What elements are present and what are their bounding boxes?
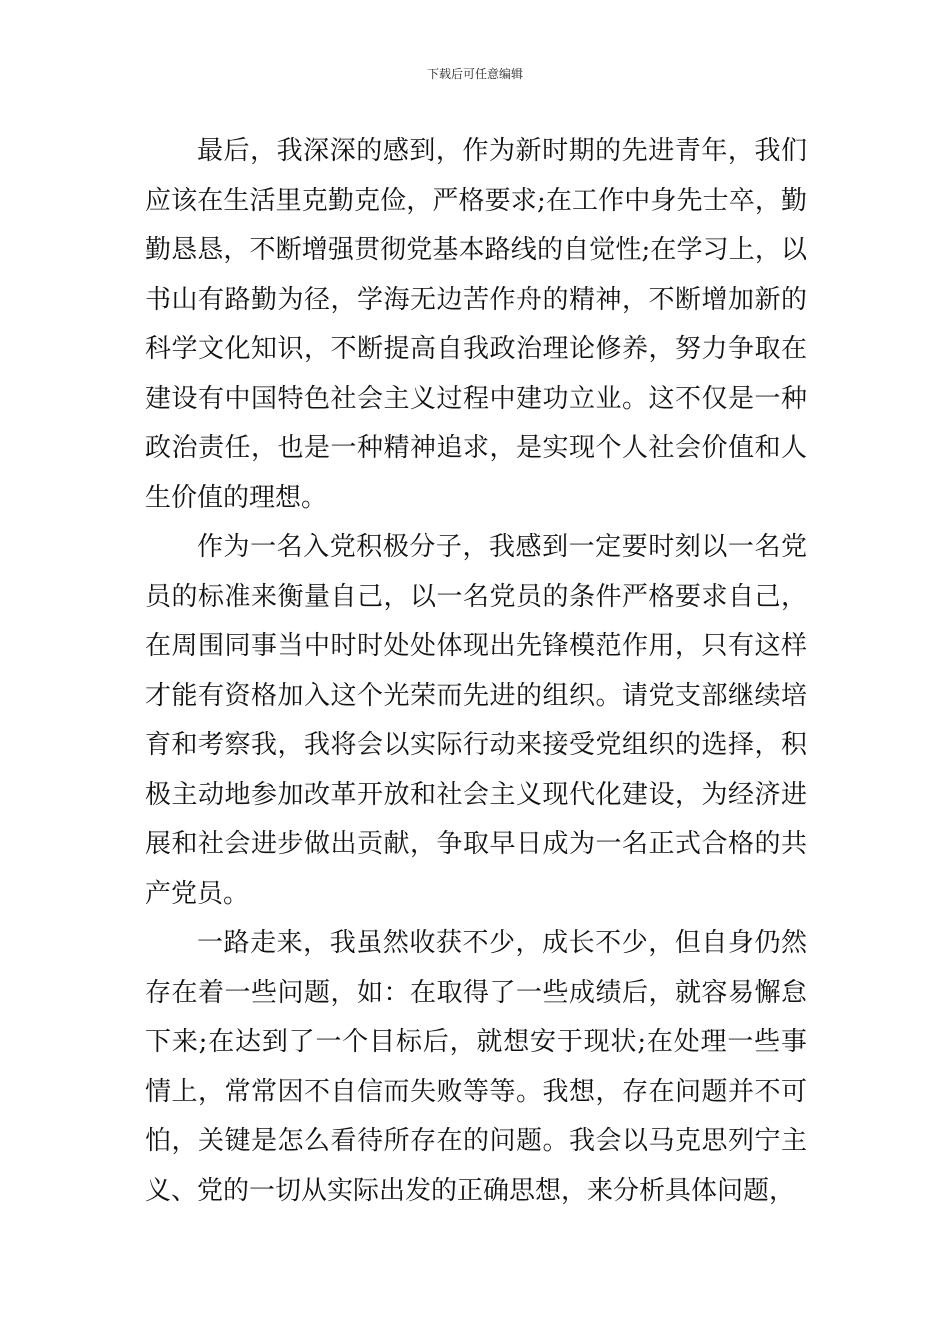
document-body [145,127,807,1216]
paragraph-2: 作为一名入党积极分子，我感到一定要时刻以一名党员的标准来衡量自己，以一名党员的条件严格要求自己，在周围同事当中时时处处体现出先锋模范作用，只有这样才能有资格加入这个光荣而先进的组织。请党支部继续培育和考察我，我将会以实际行动来接受党组织的选择，积极主动地参加改革开放和社会主义现代化建设，为经济进展和社会进步做出贡献，争取早日成为一名正式合格的共产党员。 [145,532,807,909]
paragraph-3: 一路走来，我虽然收获不少，成长不少，但自身仍然存在着一些问题，如：在取得了一些成绩后，就容易懈怠下来;在达到了一个目标后，就想安于现状;在处理一些事情上，常常因不自信而失败等等。我想，存在问题并不可怕，关键是怎么看待所存在的问题。我会以马克思列宁主义、党的一切从实际出发的正确思想，来分析具体问题， [145,928,807,1206]
page-header-note: 下载后可任意编辑 [426,67,523,81]
paragraph-1: 最后，我深深的感到，作为新时期的先进青年，我们应该在生活里克勤克俭，严格要求;在工作中身先士卒，勤勤恳恳，不断增强贯彻党基本路线的自觉性;在学习上，以书山有路勤为径，学海无边苦作舟的精神，不断增加新的科学文化知识，不断提高自我政治理论修养，努力争取在建设有中国特色社会主义过程中建功立业。这不仅是一种政治责任，也是一种精神追求，是实现个人社会价值和人生价值的理想。 [145,136,807,513]
